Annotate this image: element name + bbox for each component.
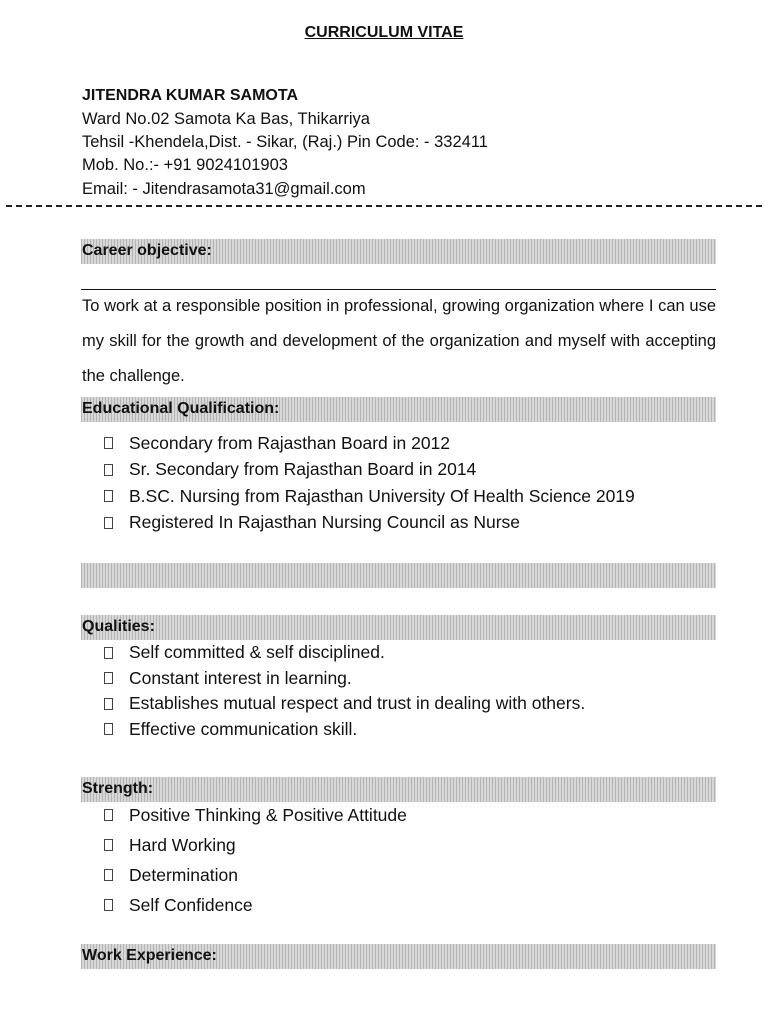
- bullet-icon: [104, 809, 113, 821]
- bullet-icon: [104, 698, 113, 710]
- section-header-work: [81, 944, 716, 969]
- list-item: Determination: [104, 860, 407, 890]
- email-address: Email: - Jitendrasamota31@gmail.com: [82, 180, 366, 198]
- bullet-icon: [104, 672, 113, 684]
- address-line-1: Ward No.02 Samota Ka Bas, Thikarriya: [82, 110, 370, 128]
- bullet-icon: [104, 723, 113, 735]
- bullet-icon: [104, 839, 113, 851]
- career-heading: Career objective:: [82, 242, 212, 259]
- section-header-qualities: [81, 615, 716, 640]
- section-header-strength: [81, 777, 716, 802]
- bullet-icon: [104, 647, 113, 659]
- career-objective-text: To work at a responsible position in professional, growing organization where I can use my skill for the growth and development of the organization and myself with accepting the challenge.: [82, 297, 716, 385]
- strength-heading: Strength:: [82, 780, 154, 797]
- qualities-list: [104, 640, 585, 742]
- bullet-icon: [104, 869, 113, 881]
- list-item: Establishes mutual respect and trust in dealing with others.: [104, 691, 585, 717]
- list-item: Effective communication skill.: [104, 717, 585, 743]
- work-heading: Work Experience:: [82, 947, 217, 964]
- document-title: CURRICULUM VITAE: [304, 24, 464, 41]
- list-item: Hard Working: [104, 830, 407, 860]
- empty-section-band: [81, 563, 716, 588]
- list-item: Self Confidence: [104, 890, 407, 920]
- list-item: Constant interest in learning.: [104, 666, 585, 692]
- qualities-heading: Qualities:: [82, 618, 155, 635]
- list-item: Self committed & self disciplined.: [104, 640, 585, 666]
- bullet-icon: [104, 464, 113, 476]
- address-line-2: Tehsil -Khendela,Dist. - Sikar, (Raj.) Pin Code: - 332411: [82, 133, 488, 151]
- dashed-separator: [6, 205, 762, 207]
- list-item: Registered In Rajasthan Nursing Council as Nurse: [104, 510, 635, 537]
- bullet-icon: [104, 517, 113, 529]
- list-item: B.SC. Nursing from Rajasthan University Of Health Science 2019: [104, 483, 635, 510]
- list-item: Positive Thinking & Positive Attitude: [104, 800, 407, 830]
- mobile-number: Mob. No.:- +91 9024101903: [82, 156, 288, 174]
- section-header-career: [81, 239, 716, 264]
- education-list: [104, 430, 635, 536]
- applicant-name: JITENDRA KUMAR SAMOTA: [82, 87, 298, 104]
- bullet-icon: [104, 490, 113, 502]
- bullet-icon: [104, 437, 113, 449]
- education-heading: Educational Qualification:: [82, 400, 280, 417]
- section-header-education: [81, 397, 716, 422]
- strength-list: [104, 800, 407, 920]
- bullet-icon: [104, 899, 113, 911]
- list-item: Secondary from Rajasthan Board in 2012: [104, 430, 635, 457]
- list-item: Sr. Secondary from Rajasthan Board in 2014: [104, 457, 635, 484]
